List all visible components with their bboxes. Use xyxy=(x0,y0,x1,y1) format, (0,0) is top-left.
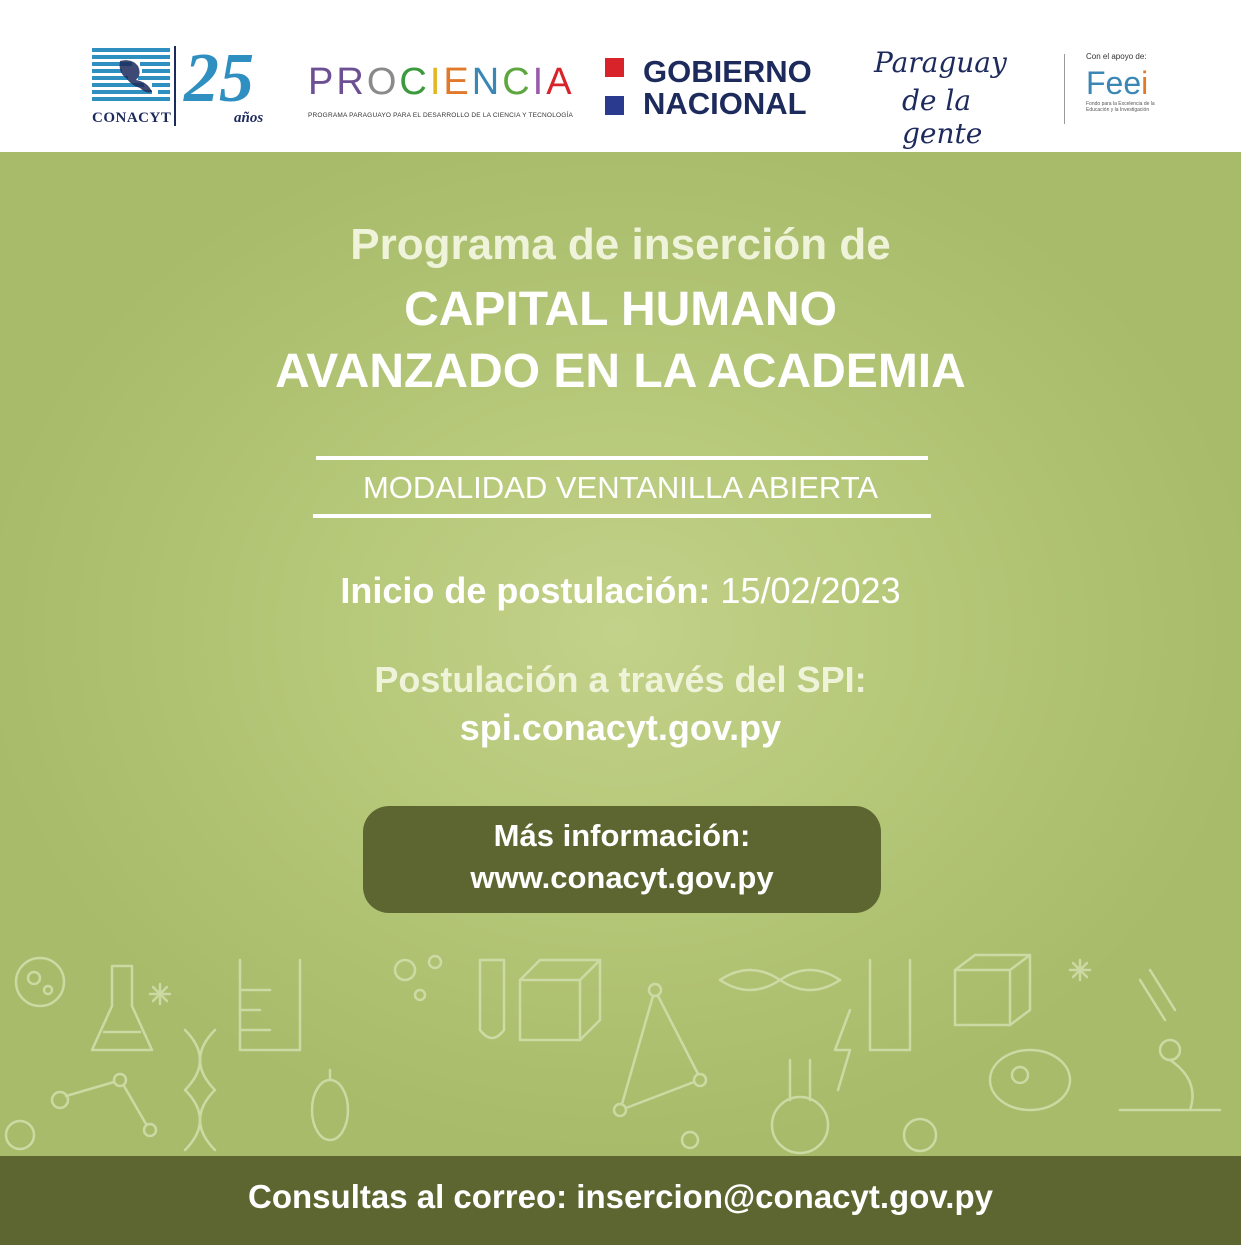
title-line1: CAPITAL HUMANO xyxy=(404,283,837,336)
flag-red-square xyxy=(605,58,624,77)
feei-subtitle: Fondo para la Excelencia de la Educación y la Investigación xyxy=(1086,101,1155,113)
prociencia-letter: O xyxy=(366,61,400,103)
start-label: Inicio de postulación: xyxy=(340,570,711,611)
molecule-icon xyxy=(52,1074,156,1136)
prociencia-letter: I xyxy=(532,61,547,103)
start-date: 15/02/2023 xyxy=(720,570,901,611)
feei-wordmark xyxy=(1086,65,1186,101)
test-tube-icon xyxy=(480,960,504,1038)
paraguay-line2: de la gente xyxy=(902,84,983,150)
flask-icon xyxy=(92,966,152,1050)
prociencia-letter: E xyxy=(443,61,472,103)
lightning-icon xyxy=(835,1010,850,1090)
cell-icon-2 xyxy=(990,1050,1070,1110)
feei-main: Fee xyxy=(1086,65,1142,101)
sparkle-icon xyxy=(150,984,170,1004)
prociencia-wordmark xyxy=(308,60,575,104)
feei-logo xyxy=(1086,52,1186,124)
round-flask-icon xyxy=(772,1060,828,1153)
network-icon xyxy=(614,984,706,1116)
anniversary-word: años xyxy=(234,110,264,126)
dna-icon xyxy=(185,1030,215,1150)
conacyt-map-mark xyxy=(92,48,170,106)
gobierno-line2: NACIONAL xyxy=(643,86,807,121)
more-info-label: Más información: xyxy=(493,818,751,853)
prociencia-subtitle: PROGRAMA PARAGUAYO PARA EL DESARROLLO DE LA CIENCIA Y TECNOLOGÍA xyxy=(308,112,574,119)
microscope-icon xyxy=(1120,970,1220,1110)
cube-icon xyxy=(520,960,600,1040)
gobierno-line1: GOBIERNO xyxy=(643,54,812,89)
conacyt-name: CONACYT xyxy=(92,110,172,126)
apply-label: Postulación a través del SPI: xyxy=(374,659,867,700)
prociencia-letter: C xyxy=(399,61,430,103)
cube-icon-2 xyxy=(955,955,1030,1025)
logo-header xyxy=(0,0,1241,152)
more-info-button[interactable] xyxy=(363,806,881,913)
cell-icon xyxy=(16,958,64,1006)
divider-bottom xyxy=(313,514,931,518)
start-date-line xyxy=(0,570,1241,612)
bacteria-icon xyxy=(312,1070,348,1140)
prociencia-letter: N xyxy=(471,61,503,103)
prociencia-letter: I xyxy=(429,61,444,103)
feei-support-label: Con el apoyo de: xyxy=(1086,52,1147,61)
prociencia-letter: C xyxy=(502,61,533,103)
modality-label: MODALIDAD VENTANILLA ABIERTA xyxy=(362,470,879,505)
divider-top xyxy=(316,456,928,460)
sparkle-icon-2 xyxy=(1070,960,1090,980)
main-panel xyxy=(0,152,1241,1156)
gobierno-nacional-logo xyxy=(605,56,845,122)
prociencia-logo xyxy=(308,60,575,126)
conacyt-logo xyxy=(92,40,274,130)
logo-separator xyxy=(1064,54,1065,124)
prociencia-letter: A xyxy=(546,61,575,103)
tall-beaker-icon xyxy=(870,960,910,1050)
prociencia-letter: R xyxy=(336,61,367,103)
feei-accent: i xyxy=(1141,65,1149,101)
title-line2: AVANZADO EN LA ACADEMIA xyxy=(275,345,966,398)
paraguay-de-la-gente-logo xyxy=(872,46,1042,150)
flag-blue-square xyxy=(605,96,624,115)
more-info-url: www.conacyt.gov.py xyxy=(470,860,774,895)
science-pattern xyxy=(0,950,1241,1156)
conacyt-divider xyxy=(174,46,176,126)
contact-email[interactable]: Consultas al correo: insercion@conacyt.gov.py xyxy=(248,1178,993,1215)
apply-url-link[interactable]: spi.conacyt.gov.py xyxy=(459,707,782,748)
bubbles-icon xyxy=(395,956,441,1000)
anniversary-number: 25 xyxy=(184,40,254,117)
dna-icon-2 xyxy=(720,970,840,990)
paraguay-line1: Paraguay xyxy=(874,46,1007,79)
beaker-icon xyxy=(240,960,300,1050)
footer-bar xyxy=(0,1156,1241,1245)
prociencia-letter: P xyxy=(308,61,337,103)
program-heading: Programa de inserción de xyxy=(350,220,891,269)
